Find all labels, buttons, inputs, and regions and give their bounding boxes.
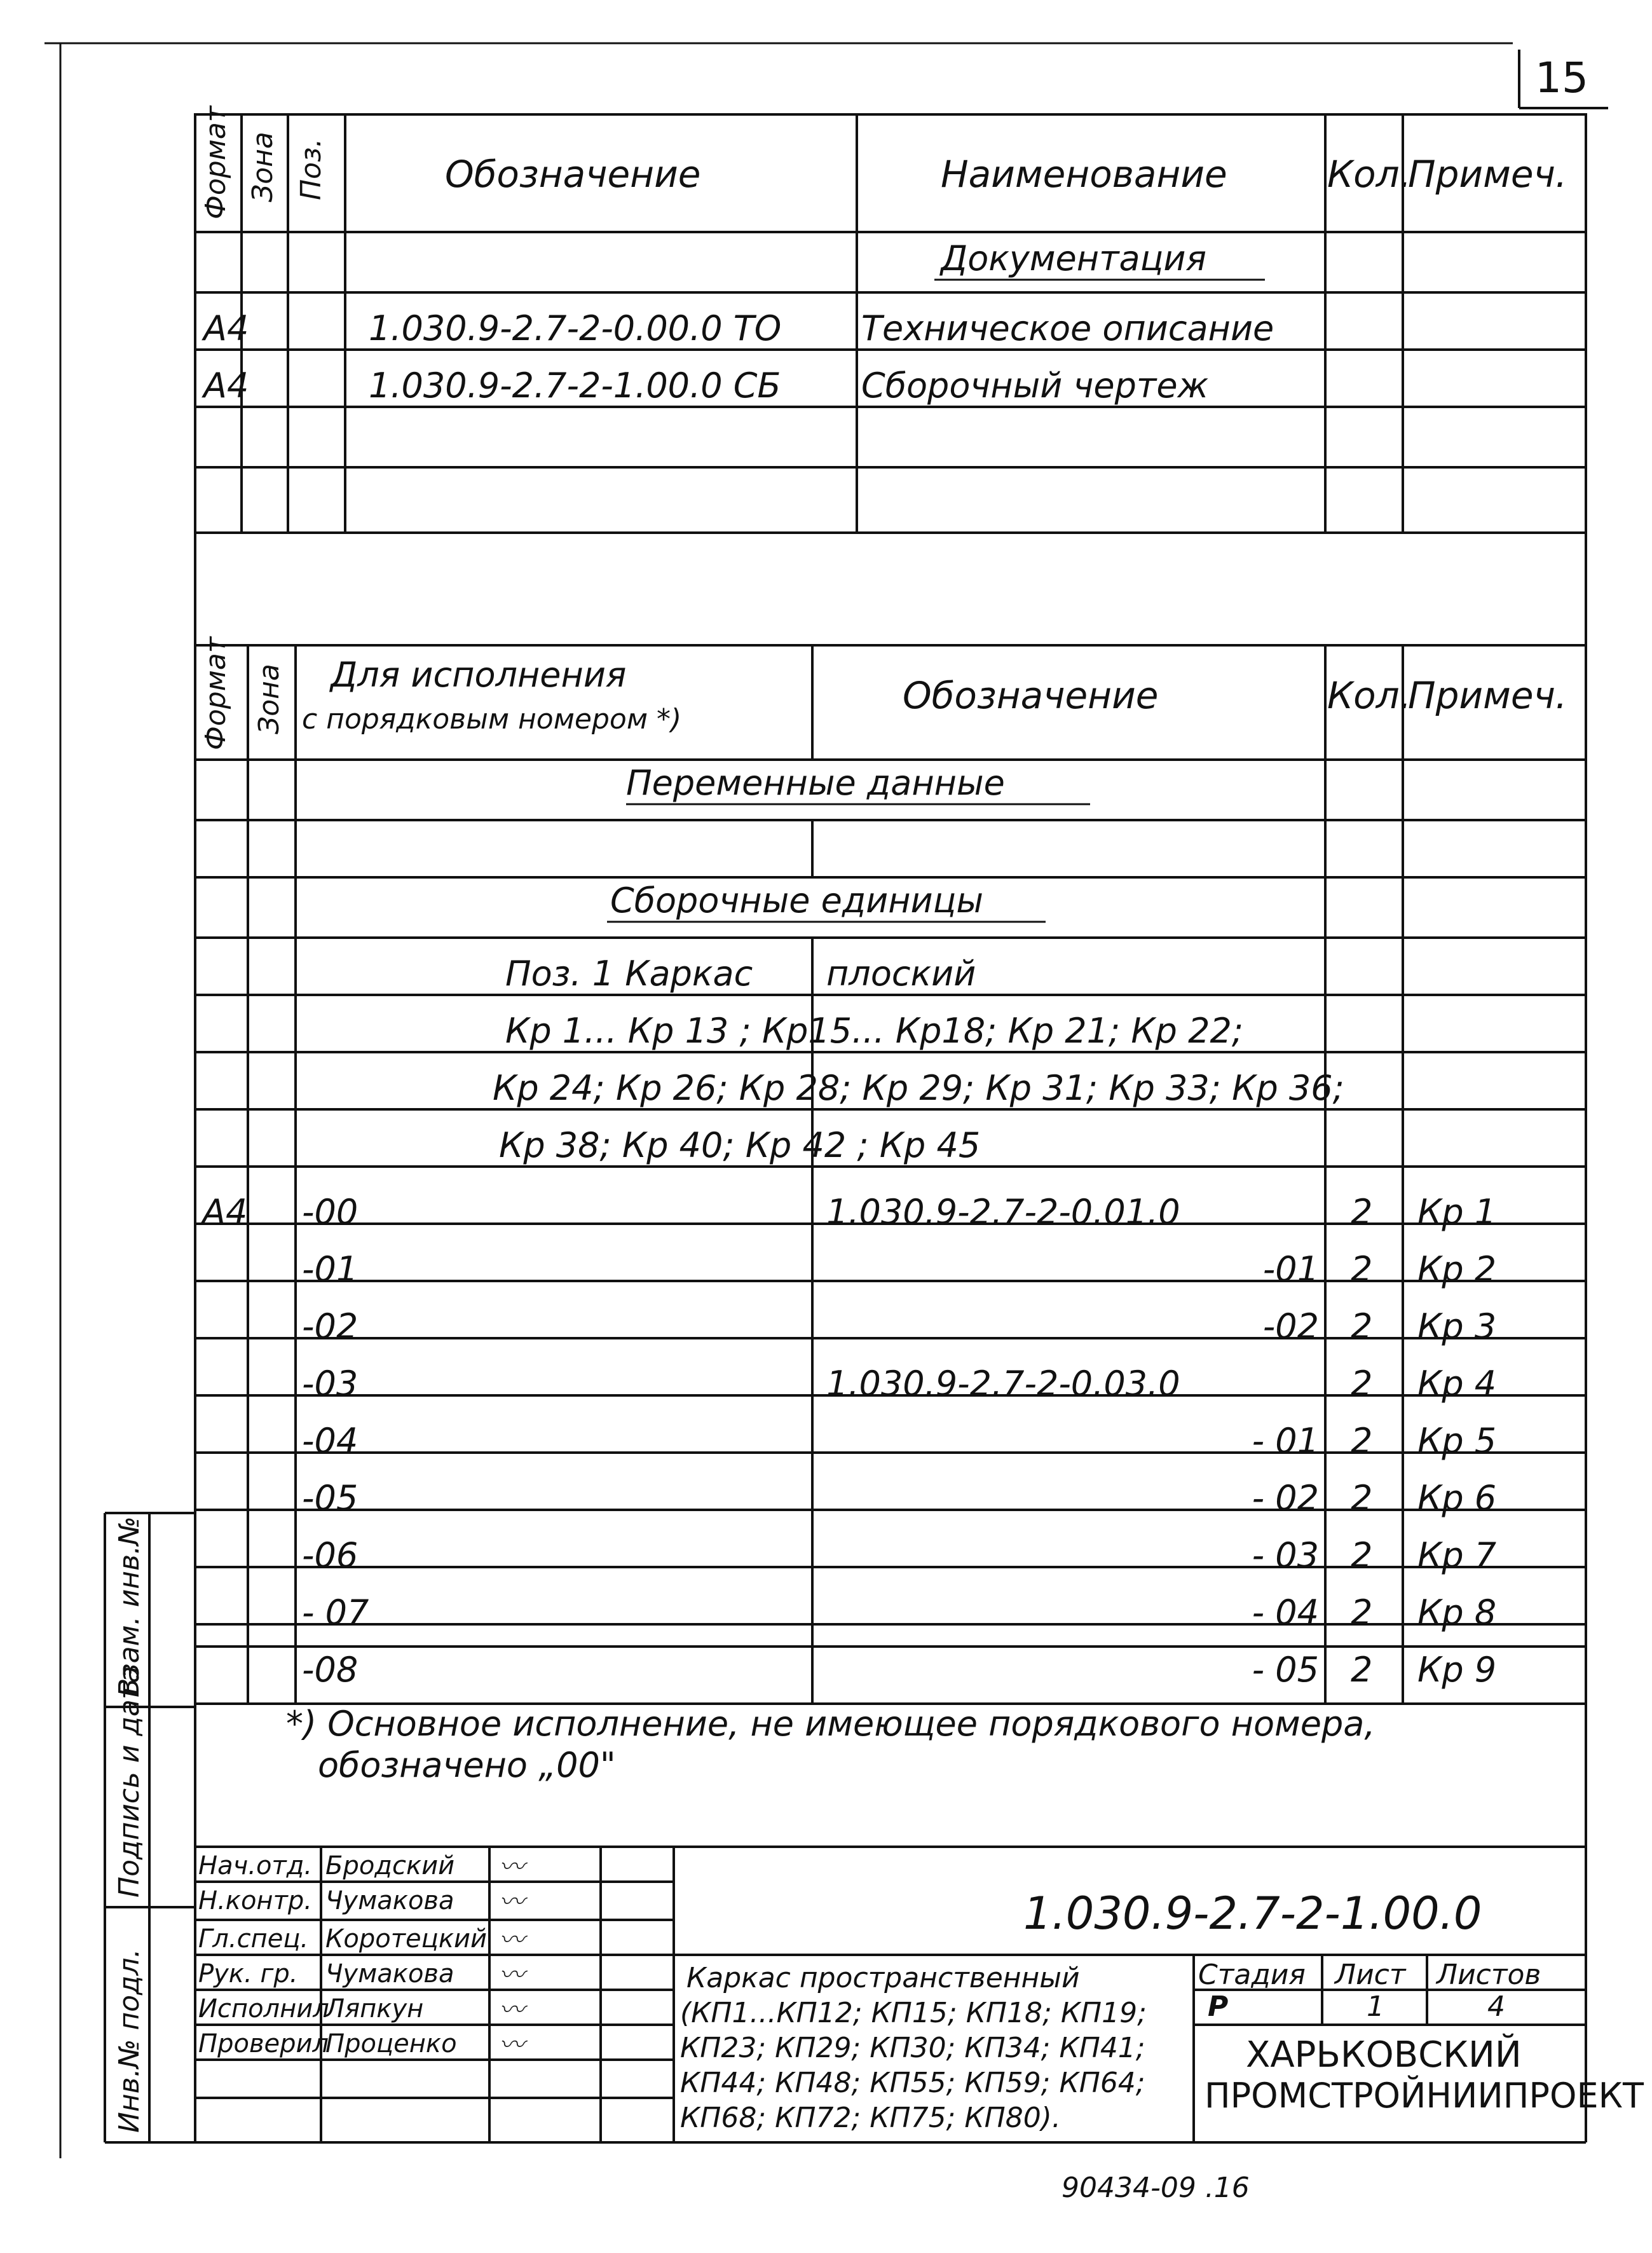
var-header-note: Примеч. bbox=[1408, 674, 1567, 717]
org-name-line1: ХАРЬКОВСКИЙ bbox=[1246, 2034, 1522, 2076]
var-header-execution-line2: с порядковым номером *) bbox=[302, 703, 682, 736]
header-note: Примеч. bbox=[1408, 153, 1567, 196]
signature-image: 〰 bbox=[499, 2030, 524, 2060]
var-header-execution-line1: Для исполнения bbox=[331, 655, 627, 695]
stage-value: Р bbox=[1208, 1990, 1229, 2023]
var-row-note: Кр 4 bbox=[1417, 1364, 1497, 1404]
sheets-value: 4 bbox=[1487, 1990, 1505, 2023]
header-designation: Обозначение bbox=[445, 153, 701, 196]
title-line: КП44; КП48; КП55; КП59; КП64; bbox=[680, 2067, 1145, 2099]
var-row-note: Кр 9 bbox=[1417, 1650, 1497, 1690]
var-row-qty: 2 bbox=[1351, 1535, 1373, 1575]
var-row-execution: -01 bbox=[302, 1249, 358, 1289]
frame-list-line: Кр 24; Кр 26; Кр 28; Кр 29; Кр 31; Кр 33; Кр 36; bbox=[493, 1068, 1344, 1108]
header-qty: Кол. bbox=[1327, 153, 1412, 196]
footnote-line2: обозначено „00" bbox=[318, 1745, 616, 1785]
sheet-label: Лист bbox=[1335, 1959, 1406, 1991]
header-name: Наименование bbox=[941, 153, 1227, 196]
frame-list-line: Кр 38; Кр 40; Кр 42 ; Кр 45 bbox=[499, 1125, 981, 1165]
title-line: КП68; КП72; КП75; КП80). bbox=[680, 2102, 1061, 2134]
position-1-label: Поз. 1 Каркас bbox=[505, 954, 753, 994]
var-row-note: Кр 7 bbox=[1417, 1535, 1497, 1575]
signer-name: Коротецкий bbox=[325, 1924, 488, 1954]
var-row-suffix: -01 bbox=[1262, 1249, 1319, 1289]
var-row-note: Кр 3 bbox=[1417, 1306, 1497, 1346]
signature-image: 〰 bbox=[499, 1926, 524, 1955]
spec-row-designation: 1.030.9-2.7-2-1.00.0 СБ bbox=[369, 366, 781, 406]
signer-name: Чумакова bbox=[325, 1959, 454, 1989]
header-pos: Поз. bbox=[295, 138, 327, 200]
var-row-suffix: - 05 bbox=[1252, 1650, 1319, 1690]
var-row-suffix: - 02 bbox=[1252, 1478, 1319, 1518]
signature-image: 〰 bbox=[499, 1852, 524, 1882]
signer-role: Рук. гр. bbox=[198, 1959, 298, 1989]
signature-image: 〰 bbox=[499, 1961, 524, 1990]
side-stamp-inv-original: Инв.№ подл. bbox=[113, 1948, 146, 2133]
var-row-format: А4 bbox=[202, 1192, 248, 1232]
var-header-format: Формат bbox=[200, 636, 232, 750]
spec-row-format: А4 bbox=[203, 366, 249, 406]
spec-row-designation: 1.030.9-2.7-2-0.00.0 ТО bbox=[369, 308, 782, 348]
document-code: 1.030.9-2.7-2-1.00.0 bbox=[1023, 1887, 1482, 1940]
section-documentation: Документация bbox=[941, 238, 1206, 278]
title-line: Каркас пространственный bbox=[686, 1962, 1080, 1994]
var-row-execution: -00 bbox=[302, 1192, 358, 1232]
stage-label: Стадия bbox=[1198, 1959, 1306, 1991]
var-row-execution: - 07 bbox=[302, 1592, 369, 1633]
var-row-suffix: - 04 bbox=[1252, 1592, 1319, 1633]
section-assembly-units: Сборочные единицы bbox=[610, 880, 984, 921]
var-row-qty: 2 bbox=[1351, 1478, 1373, 1518]
var-row-qty: 2 bbox=[1351, 1192, 1373, 1232]
side-stamp-replaced-inv: Взам. инв.№ bbox=[113, 1516, 146, 1697]
var-row-designation: 1.030.9-2.7-2-0.03.0 bbox=[826, 1364, 1180, 1404]
var-row-note: Кр 2 bbox=[1417, 1249, 1497, 1289]
sheets-label: Листов bbox=[1437, 1959, 1541, 1991]
org-name-line2: ПРОМСТРОЙНИИПРОЕКТ bbox=[1205, 2076, 1644, 2116]
frame-list-line: Кр 1... Кр 13 ; Кр15... Кр18; Кр 21; Кр 22; bbox=[505, 1011, 1244, 1051]
signer-role: Гл.спец. bbox=[198, 1924, 309, 1954]
var-row-qty: 2 bbox=[1351, 1364, 1373, 1404]
var-row-qty: 2 bbox=[1351, 1249, 1373, 1289]
spec-row-name: Сборочный чертеж bbox=[861, 366, 1209, 406]
var-row-execution: -05 bbox=[302, 1478, 358, 1518]
var-row-suffix: - 03 bbox=[1252, 1535, 1319, 1575]
var-row-execution: -04 bbox=[302, 1421, 358, 1461]
header-format: Формат bbox=[200, 106, 232, 219]
var-header-qty: Кол. bbox=[1327, 674, 1412, 717]
signer-role: Исполнил bbox=[198, 1994, 329, 2024]
var-row-note: Кр 8 bbox=[1417, 1592, 1497, 1633]
footnote-line1: *) Основное исполнение, не имеющее порядкового номера, bbox=[286, 1704, 1376, 1744]
var-row-suffix: - 01 bbox=[1252, 1421, 1319, 1461]
signature-image: 〰 bbox=[499, 1887, 524, 1917]
var-header-designation: Обозначение bbox=[903, 674, 1159, 717]
side-stamp-signature-date: Подпись и дата bbox=[113, 1666, 146, 1898]
position-1-type: плоский bbox=[826, 954, 976, 994]
title-line: (КП1...КП12; КП15; КП18; КП19; bbox=[680, 1997, 1147, 2029]
spec-row-format: А4 bbox=[203, 308, 249, 348]
var-row-execution: -03 bbox=[302, 1364, 358, 1404]
signer-name: Ляпкун bbox=[325, 1994, 424, 2024]
var-row-execution: -02 bbox=[302, 1306, 358, 1346]
archive-number: 90434-09 .16 bbox=[1062, 2172, 1250, 2204]
signer-name: Чумакова bbox=[325, 1886, 454, 1915]
header-zone: Зона bbox=[247, 132, 279, 202]
sheet-value: 1 bbox=[1367, 1990, 1384, 2023]
page-number: 15 bbox=[1535, 53, 1588, 102]
var-row-note: Кр 6 bbox=[1417, 1478, 1497, 1518]
var-row-execution: -08 bbox=[302, 1650, 358, 1690]
var-row-note: Кр 5 bbox=[1417, 1421, 1497, 1461]
var-row-note: Кр 1 bbox=[1417, 1192, 1497, 1232]
var-row-qty: 2 bbox=[1351, 1421, 1373, 1461]
signer-role: Нач.отд. bbox=[198, 1851, 313, 1880]
signer-role: Н.контр. bbox=[198, 1886, 312, 1915]
section-variable-data: Переменные данные bbox=[626, 763, 1005, 803]
var-row-qty: 2 bbox=[1351, 1306, 1373, 1346]
var-row-qty: 2 bbox=[1351, 1650, 1373, 1690]
var-row-suffix: -02 bbox=[1262, 1306, 1319, 1346]
spec-row-name: Техническое описание bbox=[861, 308, 1274, 348]
signer-name: Проценко bbox=[325, 2029, 457, 2058]
var-header-zone: Зона bbox=[253, 664, 285, 734]
signer-role: Проверил bbox=[198, 2029, 329, 2058]
var-row-qty: 2 bbox=[1351, 1592, 1373, 1633]
signer-name: Бродский bbox=[325, 1851, 455, 1880]
var-row-designation: 1.030.9-2.7-2-0.01.0 bbox=[826, 1192, 1180, 1232]
signature-image: 〰 bbox=[499, 1996, 524, 2025]
var-row-execution: -06 bbox=[302, 1535, 358, 1575]
title-line: КП23; КП29; КП30; КП34; КП41; bbox=[680, 2032, 1145, 2064]
